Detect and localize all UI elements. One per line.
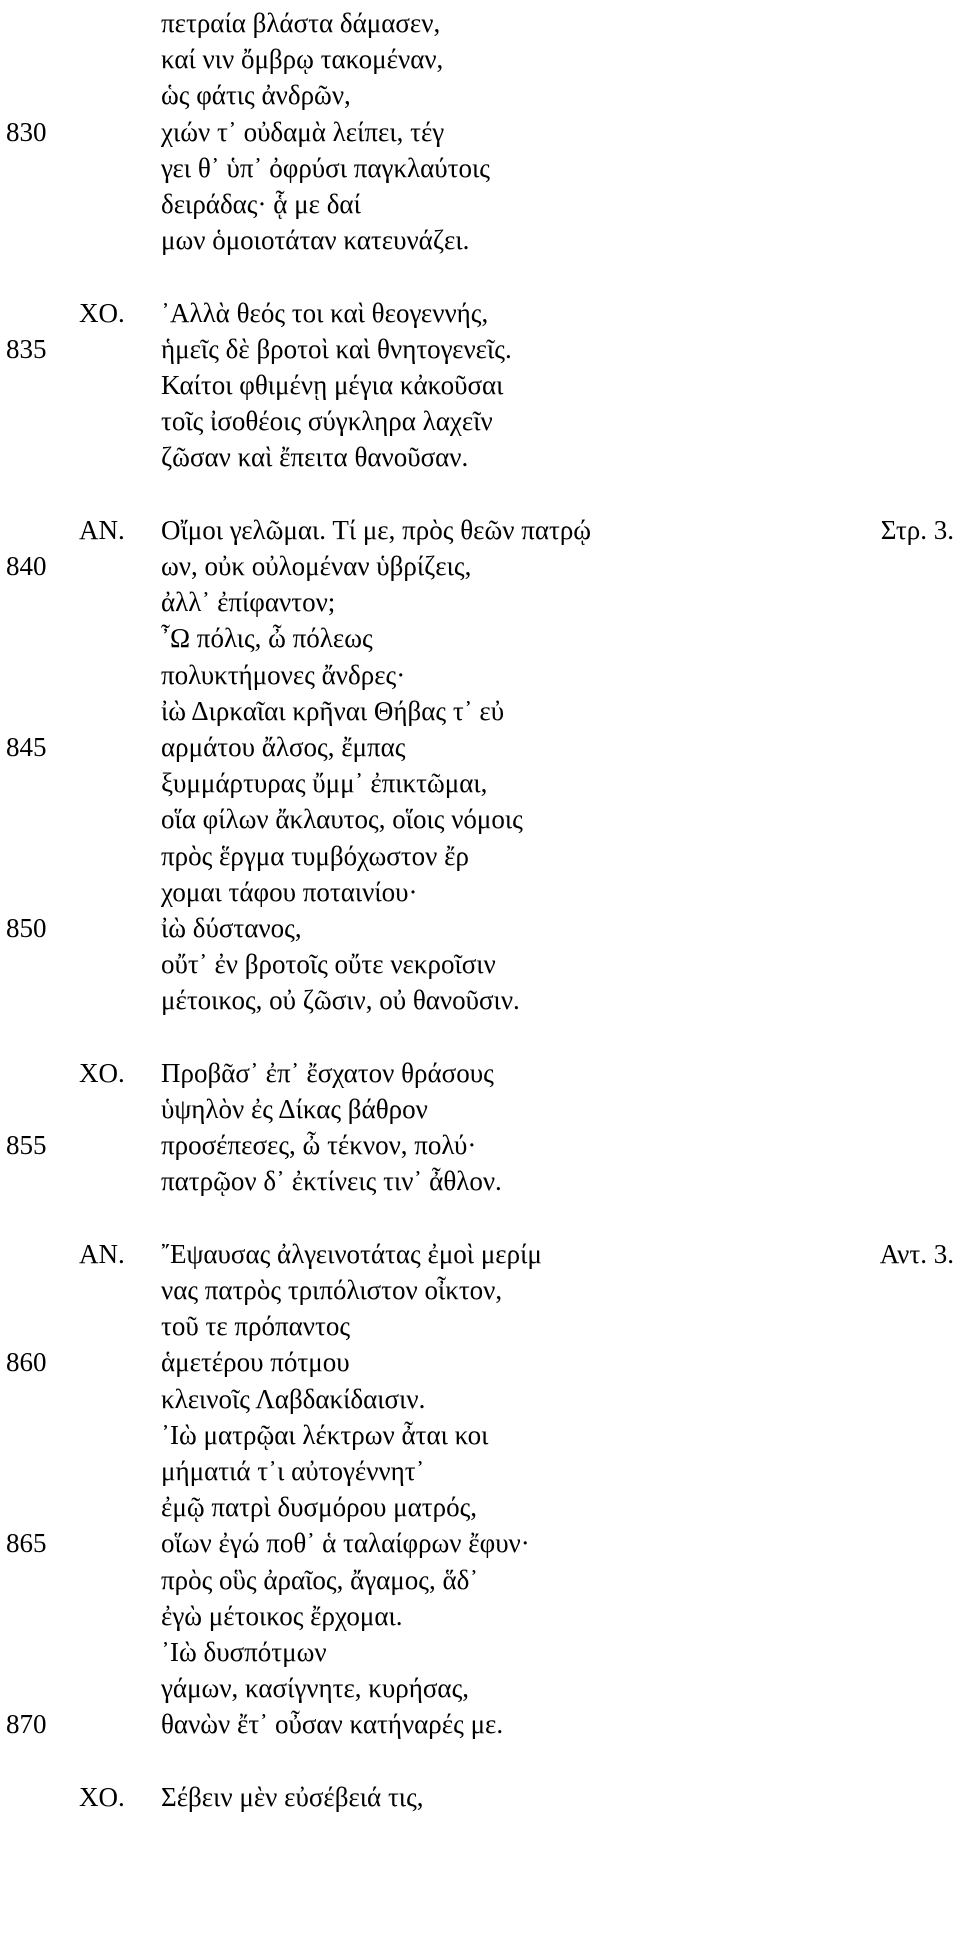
verse-text: μων ὁμοιοτάταν κατευνάζει.: [161, 225, 470, 256]
verse-text: πετραία βλάστα δάμασεν,: [161, 8, 441, 38]
verse-line: [0, 727, 960, 767]
verse-line: [0, 1741, 960, 1781]
verse-line: [0, 582, 960, 622]
verse-line: [0, 836, 960, 876]
verse-text: ων, οὐκ οὐλομέναν ὑβρίζεις,: [161, 551, 472, 581]
verse-line: [0, 1342, 960, 1382]
verse-line: [0, 39, 960, 79]
verse-text: χιών τ᾽ οὐδαμὰ λείπει, τέγ: [161, 116, 445, 147]
speaker-label: ΑΝ.: [79, 1238, 125, 1269]
verse-text: Οἴμοι γελῶμαι. Τί με, πρὸς θεῶν πατρῴ: [161, 514, 592, 545]
verse-text: θανὼν ἔτ᾽ οὖσαν κατήναρές με.: [161, 1709, 504, 1740]
verse-line: [0, 1198, 960, 1238]
verse-text: τοῖς ἰσοθέοις σύγκληρα λαχεῖν: [161, 406, 493, 437]
verse-text: ᾽Ιὼ ματρῷαι λέκτρων ἆται κοι: [161, 1419, 489, 1450]
verse-line: [0, 1523, 960, 1563]
verse-text: Προβᾶσ᾽ ἐπ᾽ ἔσχατον θράσους: [161, 1057, 494, 1088]
verse-line: [0, 474, 960, 514]
verse-text: οἵα φίλων ἄκλαυτος, οἵοις νόμοις: [161, 804, 523, 835]
verse-line: [0, 1053, 960, 1093]
verse-text: προσέπεσες, ὦ τέκνον, πολύ·: [161, 1130, 477, 1161]
verse-text: αρμάτου ἄλσος, ἔμπας: [161, 732, 406, 762]
verse-text: ἀλλ᾽ ἐπίφαντον;: [161, 587, 336, 618]
verse-line: [0, 1234, 960, 1274]
verse-line: [0, 1560, 960, 1600]
verse-line: [0, 1777, 960, 1817]
verse-text: δειράδας· ᾇ με δαί: [161, 189, 361, 219]
verse-text: μήματιά τ᾽ι αὐτογέννητ᾽: [161, 1456, 425, 1486]
verse-line: [0, 763, 960, 803]
verse-line: [0, 3, 960, 43]
verse-text: ῏Ω πόλις, ὦ πόλεως: [161, 623, 373, 654]
verse-text: ἐμῷ πατρὶ δυσμόρου ματρός,: [161, 1492, 478, 1523]
verse-text: οἵων ἐγώ ποθ᾽ ἁ ταλαίφρων ἔφυν·: [161, 1528, 530, 1559]
verse-line: [0, 1451, 960, 1491]
verse-line: [0, 546, 960, 586]
verse-line: [0, 1089, 960, 1129]
verse-text: κλεινοῖς Λαβδακίδαισιν.: [161, 1383, 426, 1414]
verse-line: [0, 1017, 960, 1057]
verse-line: [0, 184, 960, 224]
verse-text: ἐγὼ μέτοικος ἔρχομαι.: [161, 1600, 403, 1631]
verse-text: χομαι τάφου ποταινίου·: [161, 876, 418, 907]
verse-line: [0, 1270, 960, 1310]
verse-line: [0, 1704, 960, 1744]
verse-line: [0, 618, 960, 658]
strophe-marker: Στρ. 3.: [880, 514, 954, 545]
verse-text: ᾽Ιὼ δυσπότμων: [161, 1637, 327, 1667]
verse-text: ῎Εψαυσας ἀλγεινοτάτας ἐμοὶ μερίμ: [161, 1238, 542, 1269]
verse-line: [0, 691, 960, 731]
verse-text: γάμων, κασίγνητε, κυρήσας,: [161, 1673, 470, 1704]
verse-line: [0, 980, 960, 1020]
verse-line: [0, 365, 960, 405]
verse-text: τοῦ τε πρόπαντος: [161, 1311, 351, 1342]
verse-line: [0, 1632, 960, 1672]
verse-text: πρὸς οὓς ἀραῖος, ἄγαμος, ἅδ᾽: [161, 1564, 479, 1595]
verse-line: [0, 872, 960, 912]
verse-line: [0, 75, 960, 115]
line-number: 865: [6, 1528, 47, 1559]
verse-line: [0, 799, 960, 839]
verse-text: Καίτοι φθιμένῃ μέγια κἀκοῦσαι: [161, 370, 504, 400]
verse-line: [0, 944, 960, 984]
line-number: 835: [6, 333, 47, 364]
verse-text: ὑψηλὸν ἐς Δίκας βάθρον: [161, 1094, 428, 1124]
speaker-label: ΧΟ.: [79, 1057, 125, 1088]
verse-text: ᾽Αλλὰ θεός τοι καὶ θεογεννής,: [161, 297, 489, 328]
verse-text: γει θ᾽ ὑπ᾽ ὀφρύσι παγκλαύτοις: [161, 152, 490, 183]
verse-line: [0, 1596, 960, 1636]
verse-line: [0, 293, 960, 333]
line-number: 830: [6, 116, 47, 147]
speaker-label: ΑΝ.: [79, 514, 125, 545]
verse-line: [0, 329, 960, 369]
verse-line: [0, 401, 960, 441]
verse-text: πατρῷον δ᾽ ἐκτίνεις τιν᾽ ἆθλον.: [161, 1166, 502, 1197]
verse-text: οὔτ᾽ ἐν βροτοῖς οὔτε νεκροῖσιν: [161, 949, 496, 980]
verse-text: καί νιν ὄμβρῳ τακομέναν,: [161, 44, 444, 75]
verse-line: [0, 437, 960, 477]
verse-line: [0, 1668, 960, 1708]
verse-text: ἡμεῖς δὲ βροτοὶ καὶ θνητογενεῖς.: [161, 333, 512, 364]
verse-line: [0, 1415, 960, 1455]
speaker-label: ΧΟ.: [79, 1781, 125, 1812]
line-number: 850: [6, 913, 47, 943]
verse-line: [0, 655, 960, 695]
line-number: 870: [6, 1709, 47, 1740]
line-number: 845: [6, 732, 47, 762]
verse-line: [0, 510, 960, 550]
verse-text: πολυκτήμονες ἄνδρες·: [161, 659, 406, 690]
verse-text: ζῶσαν καὶ ἔπειτα θανοῦσαν.: [161, 442, 469, 473]
verse-line: [0, 1161, 960, 1201]
verse-text: πρὸς ἕργμα τυμβόχωστον ἔρ: [161, 840, 469, 871]
verse-text: ξυμμάρτυρας ὔμμ᾽ ἐπικτῶμαι,: [161, 768, 488, 799]
verse-line: [0, 1125, 960, 1165]
strophe-marker: Αντ. 3.: [879, 1238, 954, 1269]
verse-text: Σέβειν μὲν εὐσέβειά τις,: [161, 1781, 424, 1812]
verse-line: [0, 220, 960, 260]
line-number: 855: [6, 1130, 47, 1161]
line-number: 840: [6, 551, 47, 581]
verse-text: νας πατρὸς τριπόλιστον οἶκτον,: [161, 1275, 503, 1305]
verse-text: ἰὼ Διρκαῖαι κρῆναι Θήβας τ᾽ εὐ: [161, 695, 505, 726]
speaker-label: ΧΟ.: [79, 297, 125, 328]
verse-line: [0, 1306, 960, 1346]
verse-line: [0, 148, 960, 188]
verse-line: [0, 1379, 960, 1419]
verse-line: [0, 1487, 960, 1527]
line-number: 860: [6, 1347, 47, 1378]
verse-text: ἁμετέρου πότμου: [161, 1347, 350, 1378]
verse-text: μέτοικος, οὐ ζῶσιν, οὐ θανοῦσιν.: [161, 985, 520, 1016]
verse-line: [0, 112, 960, 152]
verse-text: ἰὼ δύστανος,: [161, 913, 302, 943]
verse-line: [0, 256, 960, 296]
verse-text: ὡς φάτις ἀνδρῶν,: [161, 80, 351, 111]
verse-line: [0, 908, 960, 948]
